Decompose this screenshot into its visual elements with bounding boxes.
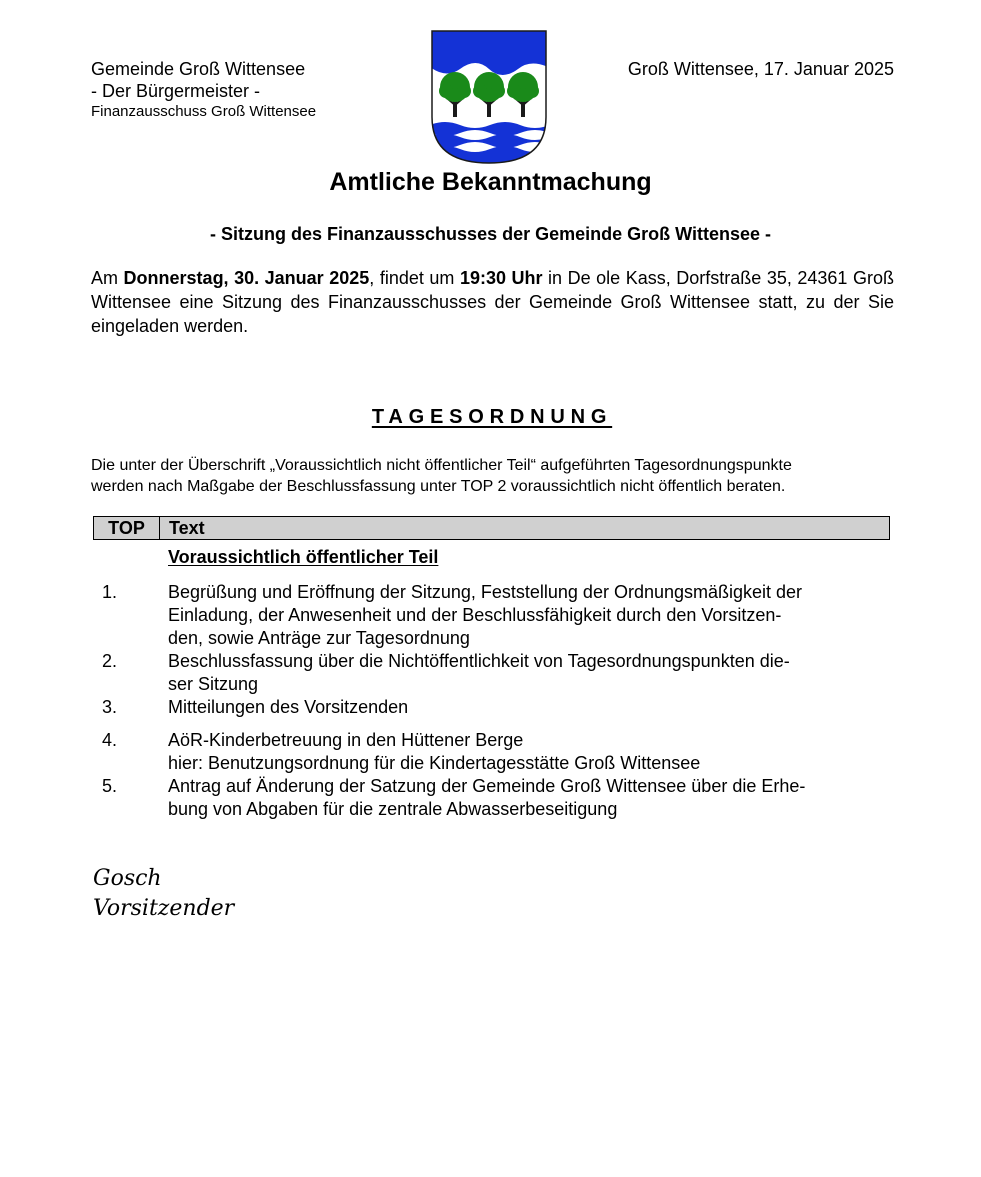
page-subtitle: - Sitzung des Finanzausschusses der Gemeinde Groß Wittensee -	[210, 224, 771, 244]
agenda-item: Antrag auf Änderung der Satzung der Gemeinde Groß Wittensee über die Erhe- bung von Abgaben für die zentrale Abwasserbeseitigung	[168, 776, 806, 819]
section-public: Voraussichtlich öffentlicher Teil	[168, 547, 439, 567]
agenda-item: Beschlussfassung über die Nichtöffentlichkeit von Tagesordnungspunkten die- ser Sitzung	[168, 651, 790, 694]
agenda-heading: TAGESORDNUNG	[371, 406, 613, 428]
item-number: 1.	[102, 582, 118, 602]
item-number: 5.	[102, 776, 118, 796]
item-number: 2.	[102, 651, 118, 671]
intro-paragraph: Am Donnerstag, 30. Januar 2025, findet um 19:30 Uhr in De ole Kass, Dorfstraße 35, 24361 Groß Wittensee eine Sitzung des Finanzausschusses der Gemeinde Groß Wittensee statt, zu der Sie eingeladen werden.	[91, 268, 894, 336]
agenda-note: Die unter der Überschrift „Voraussichtlich nicht öffentlicher Teil“ aufgeführten Tagesordnungspunkte werden nach Maßgabe der Beschlussfassung unter TOP 2 voraussichtlich nicht öffentlich beraten.	[91, 457, 792, 495]
meeting-date: Donnerstag, 30. Januar 2025	[123, 268, 370, 288]
coat-of-arms-icon	[430, 29, 548, 165]
committee-name: Finanzausschuss Groß Wittensee	[91, 103, 317, 120]
column-header-text: Text	[169, 518, 205, 538]
agenda-item: Mitteilungen des Vorsitzenden	[168, 697, 409, 717]
agenda-table-header	[93, 516, 890, 540]
agenda-item: Begrüßung und Eröffnung der Sitzung, Feststellung der Ordnungsmäßigkeit der Einladung, der Anwesenheit und der Beschlussfähigkeit durch den Vorsitzen- den, sowie Anträge zur Tagesordnung	[168, 582, 803, 648]
municipality-name: Gemeinde Groß Wittensee	[91, 59, 306, 79]
office-name: - Der Bürgermeister -	[91, 81, 261, 101]
item-number: 4.	[102, 730, 118, 750]
column-header-top: TOP	[94, 517, 160, 539]
signature	[93, 864, 234, 924]
agenda-item: AöR-Kinderbetreuung in den Hüttener Berge hier: Benutzungsordnung für die Kindertagesstätte Groß Wittensee	[168, 730, 701, 773]
place-date: Groß Wittensee, 17. Januar 2025	[627, 59, 894, 79]
meeting-time: 19:30 Uhr	[459, 268, 543, 288]
page-title: Amtliche Bekanntmachung	[329, 168, 652, 196]
signature-role: Vorsitzender	[93, 896, 235, 921]
signature-name: Gosch	[93, 866, 162, 891]
item-number: 3.	[102, 697, 118, 717]
